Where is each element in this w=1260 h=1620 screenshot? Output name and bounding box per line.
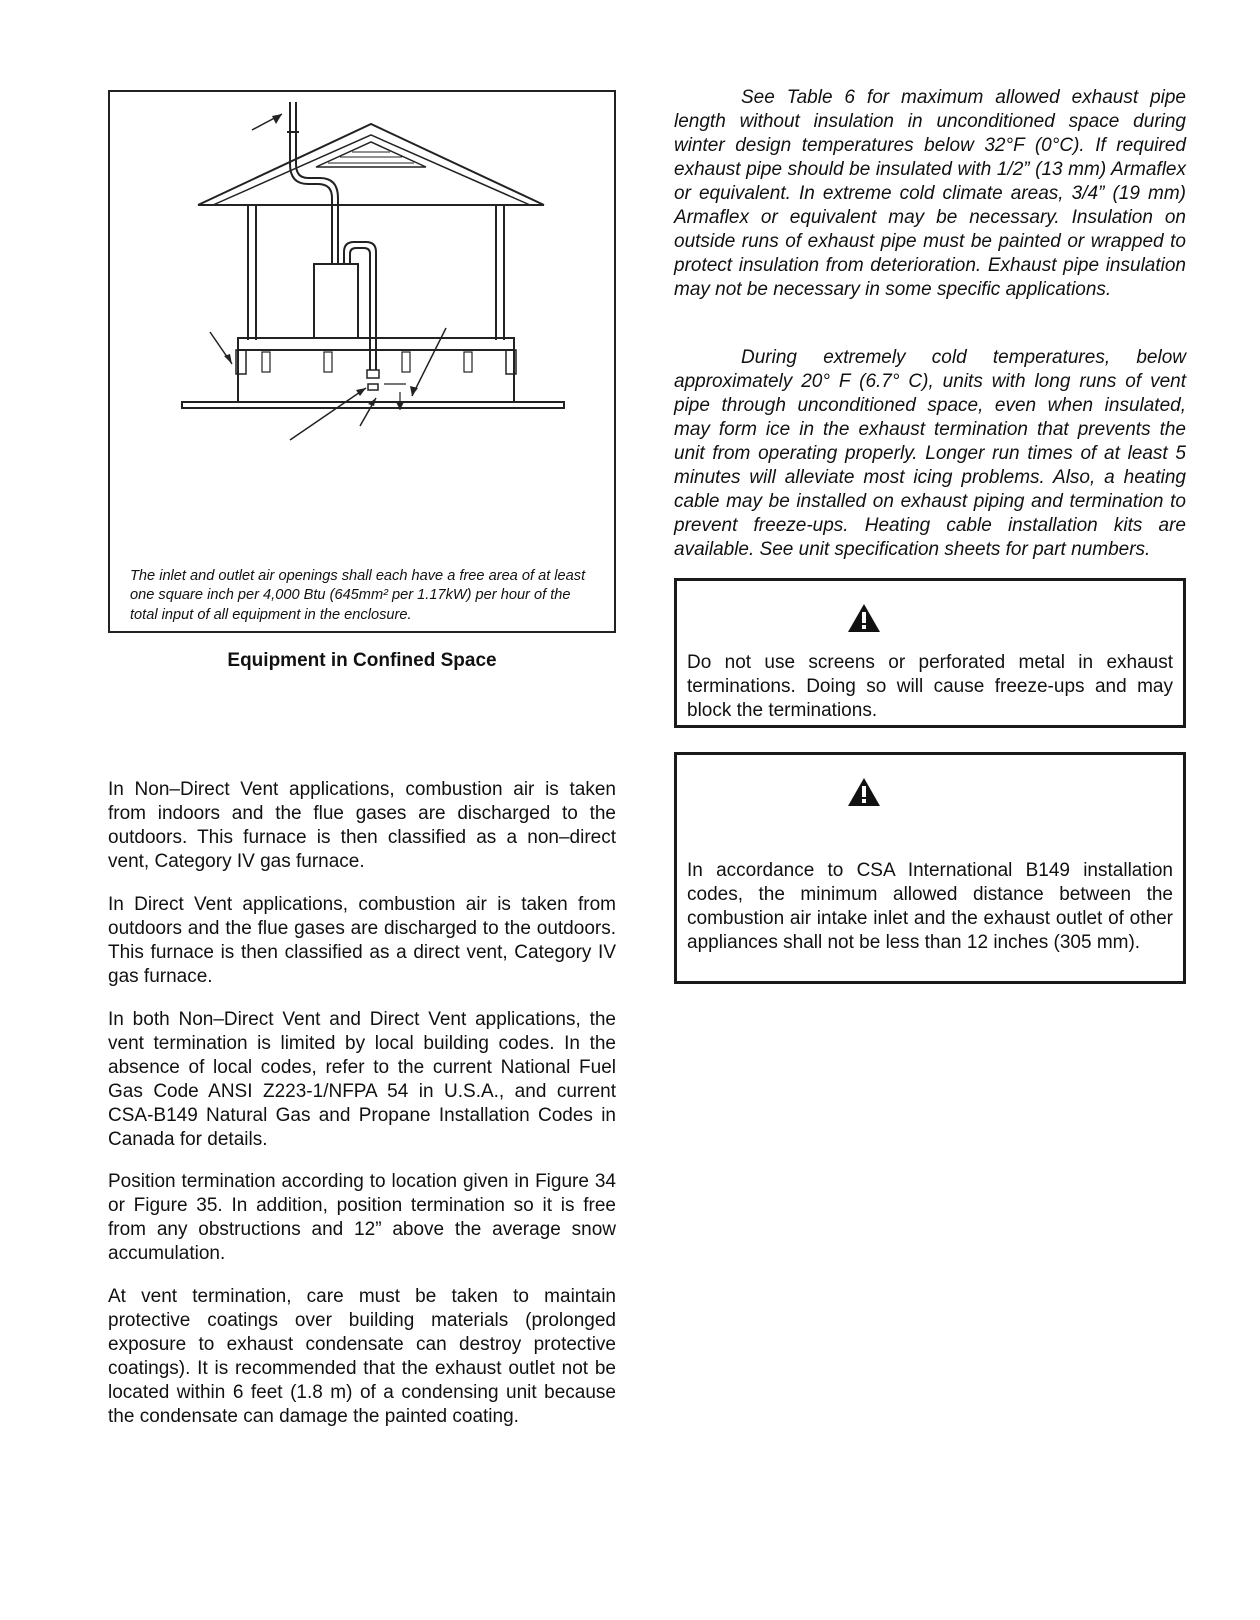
warning-box-csa-distance bbox=[674, 752, 1186, 984]
roof-outline bbox=[198, 124, 544, 205]
paragraph-vent-termination-codes: In both Non–Direct Vent and Direct Vent applications, the vent termination is limited by local building codes. In the absence of local codes, refer to the current National Fuel Gas Code ANSI Z223-1/NFPA 54 in U.S.A., and current CSA-B149 Natural Gas and Propane Installation Codes in Canada for details. bbox=[108, 1009, 616, 1150]
paragraph-insulation: See Table 6 for maximum allowed exhaust pipe length without insulation in unconditioned space during winter design temperatures below 32°F (0°C). If required exhaust pipe should be insulated with 1/2” (13 mm) Armaflex or equivalent. In extreme cold climate areas, 3/4” (19 mm) Armaflex or equivalent may be necessary. Insulation on outside runs of exhaust pipe must be painted or wrapped to protect insulation from deterioration. Exhaust pipe insulation may not be necessary in some specific applications. bbox=[674, 87, 1186, 300]
paragraph-direct-vent: In Direct Vent applications, combustion air is taken from outdoors and the flue gases are discharged to the outdoors. This furnace is then classified as a direct vent, Category IV gas furnace. bbox=[108, 894, 616, 987]
arrow-bottom-left bbox=[290, 388, 366, 440]
figure-caption: Equipment in Confined Space bbox=[227, 650, 497, 671]
confined-space-diagram bbox=[110, 92, 614, 532]
paragraph-position-termination: Position termination according to location given in Figure 34 or Figure 35. In addition, position termination so it is free from any obstructions and 12” above the average snow accumulation. bbox=[108, 1171, 616, 1264]
warning-triangle-icon bbox=[847, 777, 881, 807]
paragraph-protective-coatings: At vent termination, care must be taken to maintain protective coatings over building materials (prolonged exposure to exhaust condensate can destroy protective coatings). It is recommended that the exhaust outlet not be located within 6 feet (1.8 m) of a condensing unit because the condensate can damage the painted coating. bbox=[108, 1286, 616, 1427]
warning-text-screens: Do not use screens or perforated metal in exhaust terminations. Doing so will cause freeze-ups and may block the terminations. bbox=[687, 652, 1173, 721]
warning-text-csa-distance: In accordance to CSA International B149 installation codes, the minimum allowed distance between the combustion air intake inlet and the exhaust outlet of other appliances shall not be less than 12 inches (305 mm). bbox=[687, 860, 1173, 953]
paragraph-cold-temperatures: During extremely cold temperatures, below approximately 20° F (6.7° C), units with long runs of vent pipe through unconditioned space, even when insulated, may form ice in the exhaust termination that prevents the unit from operating properly. Longer run times of at least 5 minutes will alleviate most icing problems. Also, a heating cable may be installed on exhaust piping and termination to prevent freeze-ups. Heating cable installation kits are available. See unit specification sheets for part numbers. bbox=[674, 347, 1186, 560]
furnace bbox=[314, 264, 358, 338]
warning-box-screens bbox=[674, 578, 1186, 728]
figure-note: The inlet and outlet air openings shall each have a free area of at least one square inch per 4,000 Btu (645mm² per 1.17kW) per hour of the total input of all equipment in the enclosure. bbox=[130, 567, 586, 623]
paragraph-non-direct-vent: In Non–Direct Vent applications, combustion air is taken from indoors and the flue gases are discharged to the outdoors. This furnace is then classified as a non–direct vent, Category IV gas furnace. bbox=[108, 779, 616, 872]
confined-space-figure bbox=[108, 90, 616, 633]
warning-triangle-icon bbox=[847, 603, 881, 633]
